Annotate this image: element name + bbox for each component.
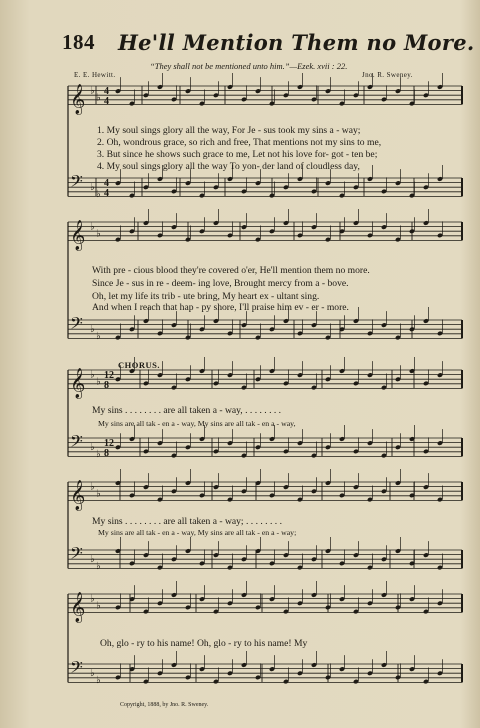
time-signature-top: 4 [104,178,109,189]
flat-sign: ♭ [90,481,95,493]
verse-2-line-1: 2. Oh, wondrous grace, so rich and free, That mentions not my sins to me, [97,137,382,148]
bass-clef: 𝄢 [70,312,83,337]
composer-credit: Jno. R. Sweney. [362,71,413,79]
bass-clef: 𝄢 [70,542,83,567]
flat-sign: ♭ [96,561,101,573]
lyricist-credit: E. E. Hewitt. [74,71,116,79]
time-signature-bottom: 8 [104,380,109,391]
flat-sign: ♭ [96,449,101,461]
chorus-line-2-treble: My sins . . . . . . . . are all taken a - way; . . . . . . . . [92,516,282,527]
verse-3-line-2: Oh, let my life its trib - ute bring, My heart ex - ultant sing. [92,291,320,302]
chorus-line-1-bass: My sins are all tak - en a - way, My sins are all tak - en a - way, [98,419,296,428]
flat-sign: ♭ [90,668,95,680]
flat-sign: ♭ [90,442,95,454]
chorus-line-3: Oh, glo - ry to his name! Oh, glo - ry to his name! My [100,638,308,649]
verse-1-line-1: 1. My soul sings glory all the way, For Je - sus took my sins a - way; [97,125,361,136]
treble-clef: 𝄞 [70,220,86,251]
verse-3-line-1: 3. But since he shows such grace to me, Let not his love for- got - ten be; [97,149,378,160]
time-signature-bottom: 8 [104,448,109,459]
time-signature-bottom: 4 [104,188,109,199]
flat-sign: ♭ [90,85,95,97]
hymn-number: 184 [62,30,95,54]
time-signature-bottom: 4 [104,96,109,107]
chorus-line-1-treble: My sins . . . . . . . . are all taken a - way, . . . . . . . . [92,405,282,416]
verse-1-line-2: With pre - cious blood they're covered o'er, He'll mention them no more. [92,265,370,276]
treble-clef: 𝄞 [70,480,86,511]
chorus-line-2-bass: My sins are all tak - en a - way, My sins are all tak - en a - way; [98,528,297,537]
scripture-epigraph: “They shall not be mentioned unto him.”—Ezek. xvii : 22. [150,61,348,71]
flat-sign: ♭ [96,376,101,388]
flat-sign: ♭ [96,600,101,612]
bass-clef: 𝄢 [70,430,83,455]
verse-4-line-1: 4. My soul sings glory all the way To yon- der land of cloudless day, [97,161,360,172]
bass-clef: 𝄢 [70,170,83,195]
verse-2-line-2: Since Je - sus in re - deem- ing love, Brought mercy from a - bove. [92,278,349,289]
flat-sign: ♭ [96,675,101,687]
flat-sign: ♭ [90,182,95,194]
verse-4-line-2: And when I reach that hap - py shore, I'll praise him ev - er - more. [92,302,349,313]
chorus-label: CHORUS. [118,360,160,370]
flat-sign: ♭ [90,554,95,566]
flat-sign: ♭ [90,369,95,381]
treble-clef: 𝄞 [70,592,86,623]
time-signature-top: 12 [104,438,114,449]
time-signature-top: 4 [104,86,109,97]
bass-clef: 𝄢 [70,656,83,681]
treble-clef: 𝄞 [70,368,86,399]
flat-sign: ♭ [90,221,95,233]
treble-clef: 𝄞 [70,84,86,115]
copyright-notice: Copyright, 1888, by Jno. R. Sweney. [120,702,209,708]
flat-sign: ♭ [90,324,95,336]
flat-sign: ♭ [96,189,101,201]
flat-sign: ♭ [96,331,101,343]
flat-sign: ♭ [96,488,101,500]
flat-sign: ♭ [96,92,101,104]
hymn-title: He'll Mention Them no More. [118,30,475,55]
time-signature-top: 12 [104,370,114,381]
flat-sign: ♭ [96,228,101,240]
flat-sign: ♭ [90,593,95,605]
